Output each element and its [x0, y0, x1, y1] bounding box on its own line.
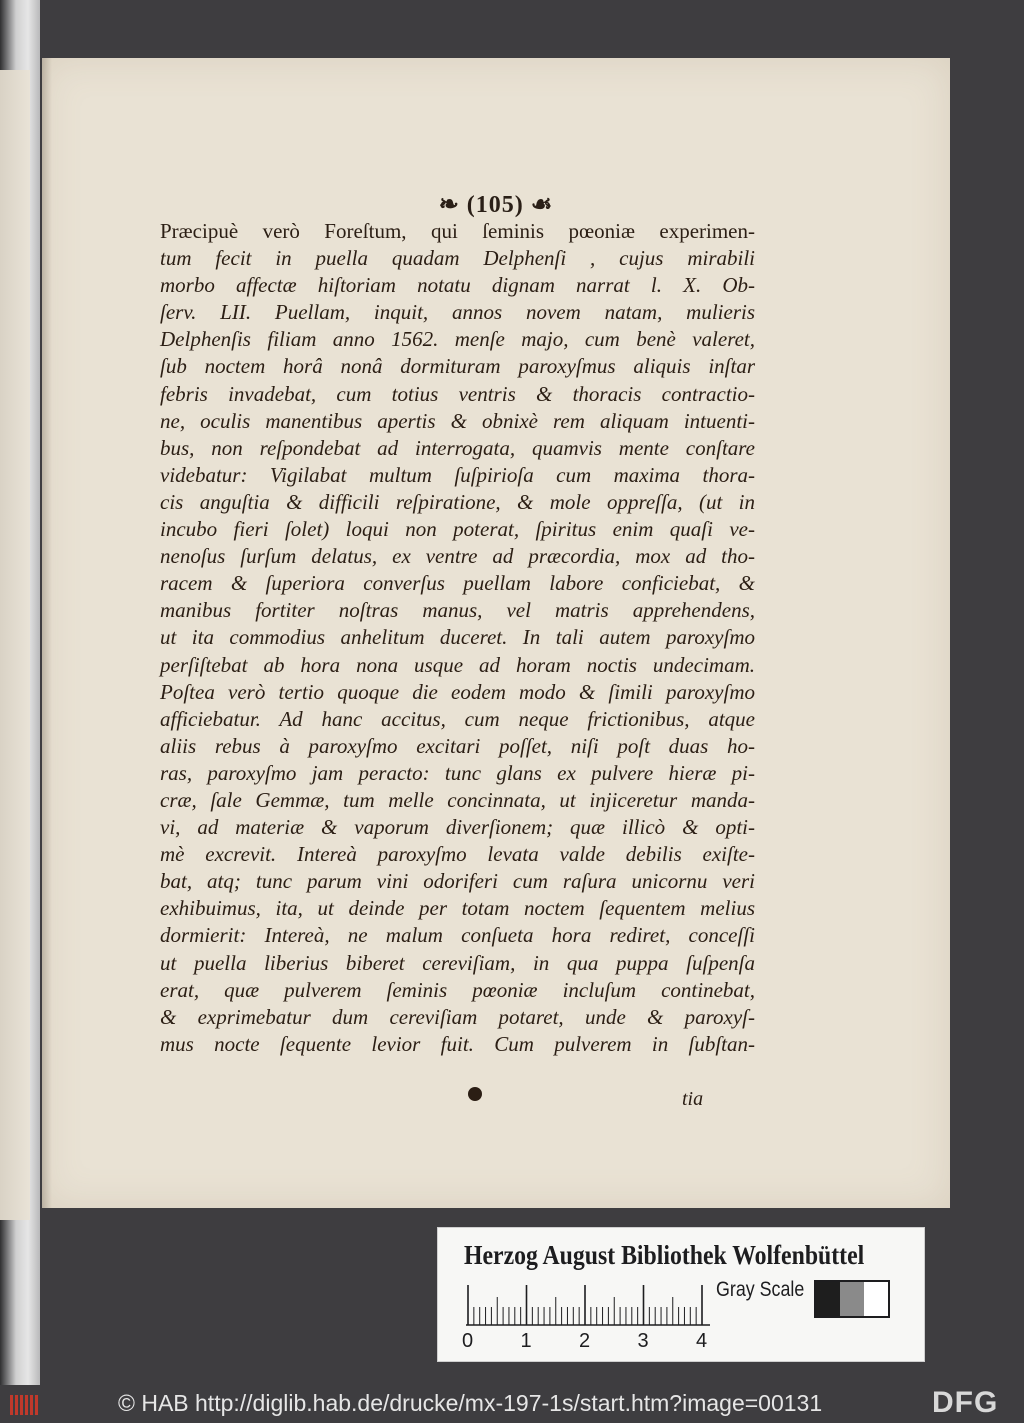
hab-logo-icon: [8, 1393, 40, 1417]
text-line: febris invadebat, cum totius ventris & thoracis contractio-: [160, 381, 755, 406]
gray-patch: [864, 1282, 888, 1316]
ornament-left: ❧: [438, 192, 467, 218]
ruler-tick-label: 0: [462, 1330, 474, 1352]
text-line: Delphenſis filiam anno 1562. menſe majo, cum benè valeret,: [160, 327, 755, 352]
text-line: erat, quæ pulverem ſeminis pœoniæ incluſum continebat,: [160, 977, 755, 1002]
ruler-tick-label: 4: [696, 1330, 708, 1352]
page-fold-shadow: [42, 58, 52, 1208]
adjacent-page-edge: [0, 70, 30, 1220]
catchword: tia: [682, 1088, 704, 1110]
gray-patch: [816, 1282, 840, 1316]
gray-patch: [840, 1282, 864, 1316]
ruler-tick-label: 1: [520, 1330, 532, 1352]
text-line: mè excrevit. Intereà paroxyſmo levata valde debilis exiſte-: [160, 842, 755, 867]
text-line: ut puella liberius biberet cereviſiam, in qua puppa ſuſpenſa: [160, 950, 755, 975]
ornament-right: ☙: [523, 192, 554, 218]
dfg-logo: DFG: [932, 1386, 999, 1419]
gray-scale-swatch: [814, 1280, 890, 1318]
text-line: mus nocte ſequente levior fuit. Cum pulverem in ſubſtan-: [160, 1031, 755, 1056]
text-line: ut ita commodius anhelitum duceret. In tali autem paroxyſmo: [160, 625, 755, 650]
text-line: morbo affectæ hiſtoriam notatu dignam narrat l. X. Ob-: [160, 273, 755, 298]
text-line: perſiſtebat ab hora nona usque ad horam noctis undecimam.: [160, 652, 755, 677]
text-line: manibus fortiter noſtras manus, vel matris apprehendens,: [160, 598, 755, 623]
text-line: cis anguſtia & difficili reſpiratione, & mole oppreſſa, (ut in: [160, 489, 755, 514]
page-number-header: [42, 190, 950, 219]
signature-mark: [468, 1087, 482, 1101]
text-line: cræ, ſale Gemmæ, tum melle concinnata, ut injiceretur manda-: [160, 787, 755, 812]
text-line: aliis rebus à paroxyſmo excitari poſſet, niſi poſt duas ho-: [160, 733, 755, 758]
text-line: bus, non reſpondebat ad interrogata, quamvis mente conſtare: [160, 435, 755, 460]
page-body-text: [160, 218, 755, 1058]
text-line: incubo fieri ſolet) loqui non poterat, ſpiritus enim quaſi ve-: [160, 517, 755, 542]
color-scale-card: [437, 1227, 925, 1362]
text-line: nenoſus ſurſum delatus, ex ventre ad præcordia, mox ad tho-: [160, 544, 755, 569]
text-line: Poſtea verò tertio quoque die eodem modo & ſimili paroxyſmo: [160, 679, 755, 704]
text-line: ſub noctem horâ nonâ dormituram paroxyſmus aliquis inſtar: [160, 354, 755, 379]
text-line: ſerv. LII. Puellam, inquit, annos novem natam, mulieris: [160, 300, 755, 325]
text-line: exhibuimus, ita, ut deinde per totam noctem ſequentem melius: [160, 896, 755, 921]
text-line: racem & ſuperiora converſus puellam labore conficiebat, &: [160, 571, 755, 596]
text-line: vi, ad materiæ & vaporum diverſionem; quæ illicò & opti-: [160, 815, 755, 840]
text-line: videbatur: Vigilabat multum ſuſpirioſa cum maxima thora-: [160, 462, 755, 487]
text-line: tum fecit in puella quadam Delphenſi , cujus mirabili: [160, 246, 755, 271]
ruler-tick-label: 3: [637, 1330, 649, 1352]
library-title: Herzog August Bibliothek Wolfenbüttel: [464, 1240, 865, 1270]
gray-scale-label: Gray Scale: [716, 1278, 805, 1301]
text-line: ne, oculis manentibus apertis & obnixè rem aliquam intuenti-: [160, 408, 755, 433]
text-line: afficiebatur. Ad hanc accitus, cum neque frictionibus, atque: [160, 706, 755, 731]
text-line: dormierit: Intereà, ne malum conſueta hora rediret, conceſſi: [160, 923, 755, 948]
book-page: [42, 58, 950, 1208]
copyright-url[interactable]: © HAB http://diglib.hab.de/drucke/mx-197-1s/start.htm?image=00131: [118, 1390, 823, 1416]
text-line: ras, paroxyſmo jam peracto: tunc glans ex pulvere hieræ pi-: [160, 760, 755, 785]
ruler-tick-label: 2: [579, 1330, 591, 1352]
centimeter-ruler: [466, 1281, 710, 1326]
page-number: (105): [466, 192, 524, 218]
text-line: Præcipuè verò Foreſtum, qui ſeminis pœoniæ experimen-: [160, 219, 755, 243]
text-line: & exprimebatur dum cereviſiam potaret, unde & paroxyſ-: [160, 1004, 755, 1029]
text-line: bat, atq; tunc parum vini odoriferi cum raſura unicornu veri: [160, 869, 755, 894]
